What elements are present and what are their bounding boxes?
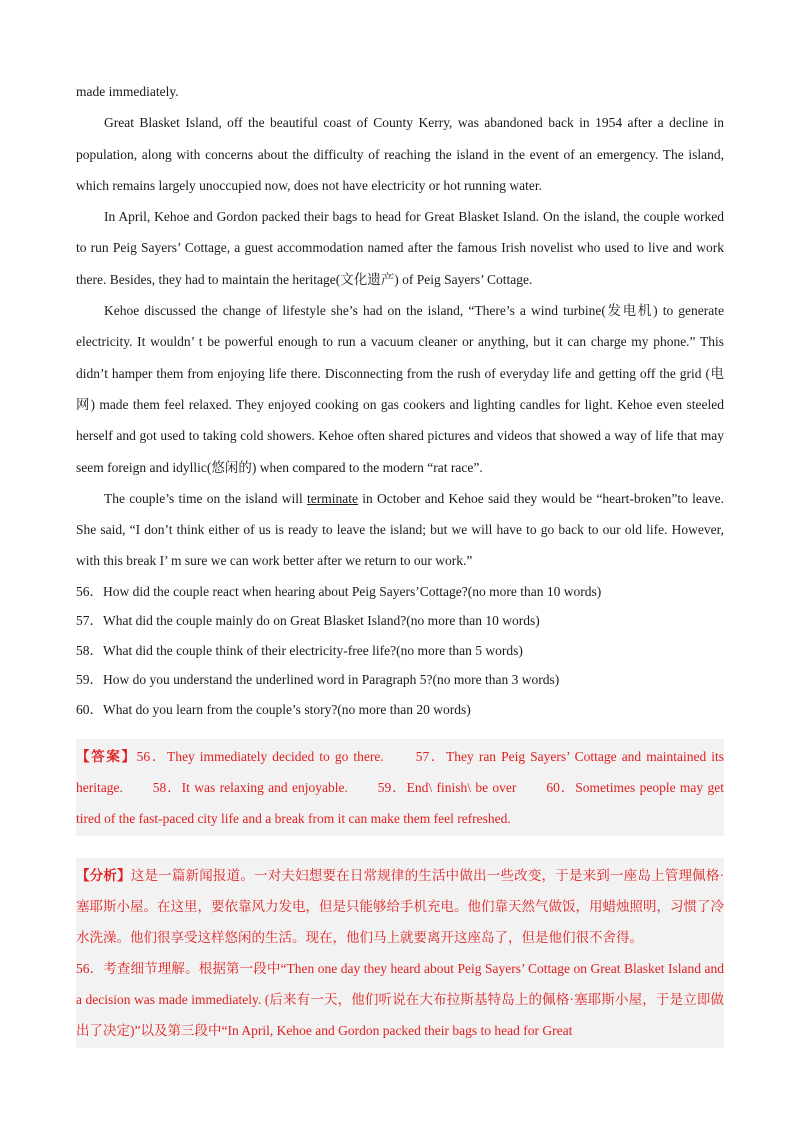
answer-paragraph [76, 741, 724, 834]
answer-block [76, 739, 724, 836]
answer-text: 56．They immediately decided to go there. 57．They ran Peig Sayers’ Cottage and maintained its heritage. 58．It was relaxing and enjoyable. 59．End\ finish\ be over 60．Sometimes people may get tired of the fast-paced city life and a break from it can make them feel refreshed. [76, 749, 724, 826]
analysis-text: 这是一篇新闻报道。一对夫妇想要在日常规律的生活中做出一些改变，于是来到一座岛上管理佩格·塞耶斯小屋。在这里，要依靠风力发电，但是只能够给手机充电。他们靠天然气做饭，用蜡烛照明，习惯了冷水洗澡。他们很享受这样悠闲的生活。现在，他们马上就要离开这座岛了，但是他们很不舍得。 [76, 868, 725, 945]
article-paragraph: In April, Kehoe and Gordon packed their bags to head for Great Blasket Island. On the island, the couple worked to run Peig Sayers’ Cottage, a guest accommodation named after the famous Irish novelist who used to live and work there. Besides, they had to maintain the heritage(文化遗产) of Peig Sayers’ Cottage. [76, 209, 724, 287]
article-paragraph: Kehoe discussed the change of lifestyle she’s had on the island, “There’s a wind turbine(发电机) to generate electricity. It wouldn’ t be powerful enough to run a vacuum cleaner or anything, but it can charge my phone.” This didn’t hamper them from enjoying life there. Disconnecting from the rush of everyday life and getting off the grid (电网) made them feel relaxed. They enjoyed cooking on gas cookers and lighting candles for light. Kehoe even steeled herself and got used to taking cold showers. Kehoe often shared pictures and videos that showed a way of life that may seem foreign and idyllic(悠闲的) when compared to the modern “rat race”. [76, 303, 724, 475]
paragraph-text: in October and Kehoe said they would be “heart-broken”to leave. She said, “I don’t think either of us is ready to leave the island; but we will have to go back to our old life. However, with this break I’ m sure we can work better after we return to our work.” [76, 490, 724, 569]
analysis-paragraph [76, 860, 724, 953]
question-item: 56．How did the couple react when hearing about Peig Sayers’Cottage?(no more than 10 words) [76, 583, 602, 599]
paragraph-text: The couple’s time on the island will [104, 490, 307, 506]
section-gap [76, 836, 724, 858]
analysis-detail: 56．考查细节理解。根据第一段中“Then one day they heard about Peig Sayers’ Cottage on Great Blasket Island and a decision was made immediately. (后来有一天，他们听说在大布拉斯基特岛上的佩格·塞耶斯小屋，于是立即做出了决定)”以及第三段中“In April, Kehoe and Gordon packed their bags to head for Great [76, 961, 724, 1038]
question-list [76, 577, 724, 725]
question-item: 58．What did the couple think of their electricity-free life?(no more than 5 words) [76, 642, 523, 658]
underlined-word: terminate [306, 490, 358, 506]
article [76, 76, 724, 724]
question-item: 60．What do you learn from the couple’s story?(no more than 20 words) [76, 701, 471, 717]
question-item: 59．How do you understand the underlined word in Paragraph 5?(no more than 3 words) [76, 672, 560, 688]
article-paragraph: made immediately. [76, 84, 179, 99]
question-item: 57．What did the couple mainly do on Great Blasket Island?(no more than 10 words) [76, 613, 540, 629]
answer-label: 【答案】 [76, 749, 137, 764]
article-paragraph: Great Blasket Island, off the beautiful coast of County Kerry, was abandoned back in 1954 after a decline in population, along with concerns about the difficulty of reaching the island in the event of an emergency. The island, which remains largely unoccupied now, does not have electricity or hot running water. [76, 115, 724, 193]
analysis-label: 【分析】 [76, 868, 131, 883]
analysis-block [76, 858, 724, 1048]
answer-section [76, 739, 724, 1048]
article-paragraph [76, 483, 724, 577]
